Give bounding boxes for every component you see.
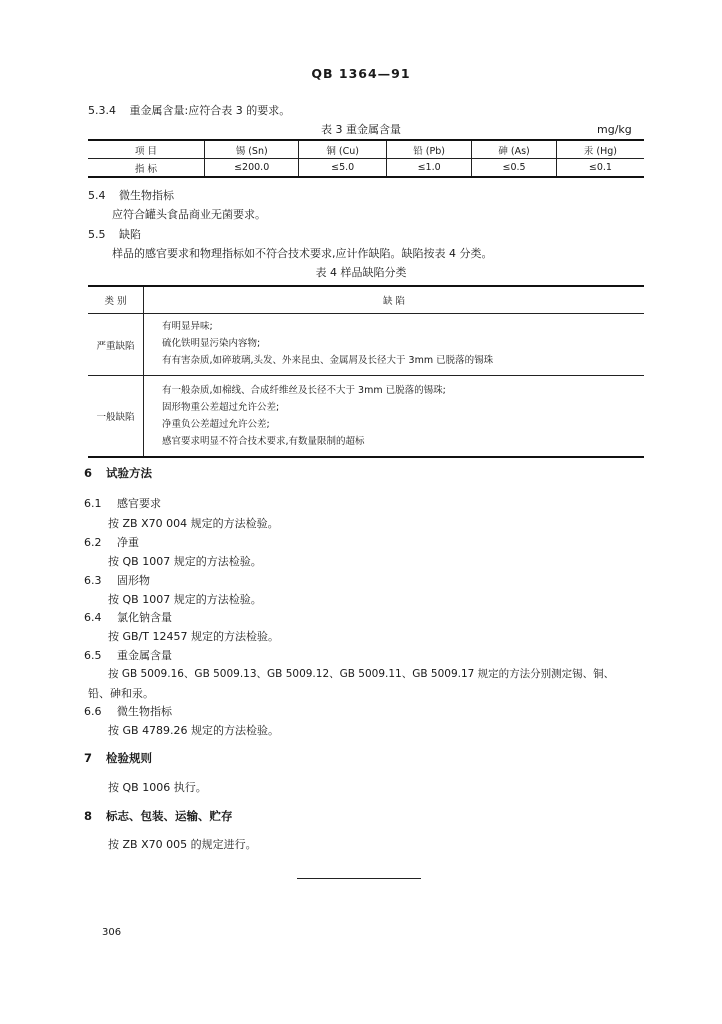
section-title: 固形物 xyxy=(117,574,150,587)
section-title: 微生物指标 xyxy=(119,189,174,202)
list-item: 有一般杂质,如棉线、合成纤维丝及长径不大于 3mm 已脱落的锡珠; xyxy=(162,385,446,396)
table-header-row xyxy=(88,140,644,159)
section-title: 净重 xyxy=(117,536,139,549)
list-item: 有明显异味; xyxy=(162,321,213,332)
list-item: 感官要求明显不符合技术要求,有数量限制的超标 xyxy=(162,436,365,447)
category-serious: 严重缺陷 xyxy=(88,314,144,376)
table-row xyxy=(88,376,644,458)
end-rule xyxy=(297,878,421,879)
table-header-cell: 铜 (Cu) xyxy=(299,140,387,159)
section-body: 按 GB 5009.16、GB 5009.13、GB 5009.12、GB 5009.11、GB 5009.17 规定的方法分别测定锡、铜、 xyxy=(108,668,615,680)
defect-items xyxy=(144,376,645,458)
section-number: 6.3 xyxy=(84,574,102,587)
table-header-cell: 锡 (Sn) xyxy=(205,140,299,159)
section-8-heading xyxy=(84,808,233,824)
section-7-heading xyxy=(84,750,152,766)
section-6-4 xyxy=(84,609,172,625)
section-6-heading xyxy=(84,465,152,481)
section-6-5 xyxy=(84,647,172,663)
table-cell: ≤5.0 xyxy=(299,159,387,178)
section-title: 重金属含量 xyxy=(117,649,172,662)
defect-classification-table xyxy=(88,285,644,458)
section-6-6 xyxy=(84,703,172,719)
section-number: 5.3.4 xyxy=(88,104,116,117)
section-number: 6.6 xyxy=(84,705,102,718)
section-5-4 xyxy=(88,187,174,203)
section-title: 缺陷 xyxy=(119,228,141,241)
section-title: 感官要求 xyxy=(117,497,161,510)
section-body-continued: 铅、砷和汞。 xyxy=(88,687,154,700)
section-number: 6.1 xyxy=(84,497,102,510)
table-cell: ≤200.0 xyxy=(205,159,299,178)
table-cell: ≤1.0 xyxy=(386,159,471,178)
table-header-cell: 砷 (As) xyxy=(472,140,557,159)
section-text: 重金属含量:应符合表 3 的要求。 xyxy=(129,104,291,117)
section-body: 应符合罐头食品商业无菌要求。 xyxy=(112,208,266,221)
section-6-2 xyxy=(84,534,139,550)
section-5-3-4 xyxy=(88,102,290,118)
table3-unit: mg/kg xyxy=(597,123,632,136)
table-cell: 指 标 xyxy=(88,159,205,178)
list-item: 净重负公差超过允许公差; xyxy=(162,419,270,430)
section-title: 标志、包装、运输、贮存 xyxy=(106,809,233,823)
section-body: 按 QB 1007 规定的方法检验。 xyxy=(108,555,262,568)
list-item: 有有害杂质,如碎玻璃,头发、外来昆虫、金属屑及长径大于 3mm 已脱落的锡珠 xyxy=(162,355,494,366)
section-body: 按 GB/T 12457 规定的方法检验。 xyxy=(108,630,279,643)
section-title: 微生物指标 xyxy=(117,705,172,718)
table3-caption: 表 3 重金属含量 xyxy=(321,123,401,136)
section-5-5 xyxy=(88,226,141,242)
table-header-cell: 缺 陷 xyxy=(144,286,645,314)
section-number: 5.4 xyxy=(88,189,106,202)
section-number: 7 xyxy=(84,751,93,765)
table-header-cell: 铅 (Pb) xyxy=(386,140,471,159)
table4-caption: 表 4 样品缺陷分类 xyxy=(315,266,407,279)
section-number: 6.4 xyxy=(84,611,102,624)
section-number: 6.5 xyxy=(84,649,102,662)
heavy-metal-table xyxy=(88,139,644,178)
page-number: 306 xyxy=(102,927,122,938)
section-body: 样品的感官要求和物理指标如不符合技术要求,应计作缺陷。缺陷按表 4 分类。 xyxy=(112,247,493,260)
section-title: 氯化钠含量 xyxy=(117,611,172,624)
defect-items xyxy=(144,314,645,376)
section-6-1 xyxy=(84,495,161,511)
table-header-row xyxy=(88,286,644,314)
section-title: 检验规则 xyxy=(106,751,153,765)
list-item: 固形物重公差超过允许公差; xyxy=(162,402,280,413)
section-title: 试验方法 xyxy=(106,466,153,480)
table-row xyxy=(88,159,644,178)
section-body: 按 QB 1007 规定的方法检验。 xyxy=(108,593,262,606)
table-cell: ≤0.1 xyxy=(556,159,644,178)
section-body: 按 QB 1006 执行。 xyxy=(108,781,207,794)
list-item: 硫化铁明显污染内容物; xyxy=(162,338,261,349)
section-body: 按 GB 4789.26 规定的方法检验。 xyxy=(108,724,280,737)
table-header-cell: 类 别 xyxy=(88,286,144,314)
table-header-cell: 项 目 xyxy=(88,140,205,159)
section-number: 6 xyxy=(84,466,93,480)
table-row xyxy=(88,314,644,376)
section-number: 5.5 xyxy=(88,228,106,241)
section-number: 6.2 xyxy=(84,536,102,549)
section-6-3 xyxy=(84,572,150,588)
section-body: 按 ZB X70 004 规定的方法检验。 xyxy=(108,517,279,530)
standard-number-header: QB 1364—91 xyxy=(311,66,411,81)
section-body: 按 ZB X70 005 的规定进行。 xyxy=(108,838,257,851)
table-header-cell: 汞 (Hg) xyxy=(556,140,644,159)
category-general: 一般缺陷 xyxy=(88,376,144,458)
section-number: 8 xyxy=(84,809,93,823)
table-cell: ≤0.5 xyxy=(472,159,557,178)
